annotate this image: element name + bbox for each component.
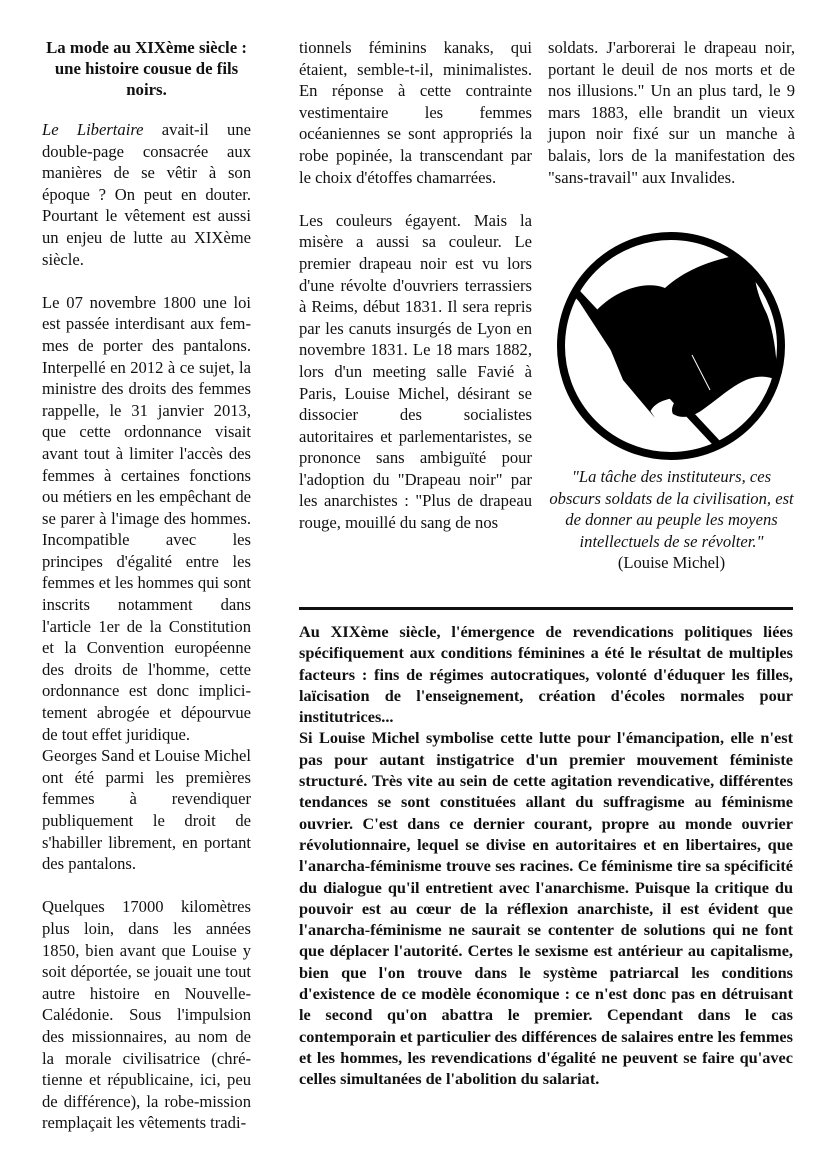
- column-2: [299, 37, 532, 534]
- anarchist-black-flag-icon: [555, 230, 787, 462]
- quote-text: "La tâche des instituteurs, ces obscurs soldats de la civilisation, est de donner au peuple les moyens intellectuels de se révolter.": [549, 467, 794, 551]
- intro-text: avait-il une double-page consacrée aux manières de se vêtir à son époque ? On peut en douter. Pourtant le vêtement est aussi un enjeu de lutte au XIXème siècle.: [42, 120, 251, 269]
- column-1: [42, 37, 251, 1134]
- column-3: [548, 37, 795, 188]
- newspaper-name: Le Libertaire: [42, 120, 144, 139]
- louise-michel-quote: [548, 466, 795, 574]
- paragraph-sand-michel: Georges Sand et Louise Michel ont été parmi les premières femmes à revendiquer publiquement le droit de s'habiller librement, en portant des pantalons.: [42, 746, 251, 874]
- paragraph-new-caledonia: Quelques 17000 kilomètres plus loin, dans les années 1850, bien avant que Louise y soit déportée, se jouait une tout autre histoire en Nouvelle-Calédonie. Sous l'impulsion des missionnaires, au nom de la morale civilisatrice (chrétienne et républicaine, ici, peu de différence), la robe-mission remplaçait les vêtements tradi-: [42, 897, 251, 1133]
- box-paragraph-1: Au XIXème siècle, l'émergence de revendications politiques liées spécifiquement aux conditions féminines a été le résultat de multiples facteurs : fins de régimes autocratiques, volonté d'éduquer les filles, laïcisation de l'enseignement, création d'écoles normales pour institutrices...: [299, 622, 793, 727]
- paragraph-black-flag: Les couleurs égayent. Mais la misère a aussi sa couleur. Le premier drapeau noir est vu lors d'une révolte d'ouvriers terrassiers à Reims, début 1831. Il sera repris par les canuts insurgés de Lyon en novembre 1831. Le 18 mars 1882, lors d'un meeting salle Favié à Paris, Louise Michel, désirant se dissocier des socialistes autoritaires et parlementaristes, se prononce sans ambiguïté pour l'adoption du "Drapeau noir" par les anarchistes : "Plus de drapeau rouge, mouillé du sang de nos: [299, 210, 532, 533]
- paragraph-black-flag-continued: soldats. J'arborerai le drapeau noir, portant le deuil de nos morts et de nos illusions." Un an plus tard, le 9 mars 1883, elle brandit un vieux jupon noir fixé sur un manche à balais, lors de la manifestation des "sans-travail" aux Invalides.: [548, 38, 795, 187]
- flag-cloth: [595, 252, 777, 417]
- article-title: La mode au XIXème siècle : une histoire cousue de fils noirs.: [46, 38, 247, 99]
- quote-author: (Louise Michel): [617, 553, 726, 573]
- paragraph-law-1800: Le 07 novembre 1800 une loi est passée interdisant aux femmes de porter des pantalons. Interpellé en 2012 à ce sujet, la ministre des droits des femmes rappelle, le 31 janvier 2013, que cette ordonnance visait avant tout à limiter l'accès des femmes à certaines fonctions ou métiers en les empêchant de se parer à l'image des hommes. Incompatible avec les principes d'égalité entre les femmes et les hommes qui sont inscrits notamment dans l'article 1er de la Constitution et la Convention européenne des droits de l'homme, cette ordonnance est donc implicitement abrogée et dépourvue de tout effet juridique.: [42, 292, 251, 744]
- section-divider: [299, 607, 793, 610]
- paragraph-kanak-dress: tionnels féminins kanaks, qui étaient, semble-t-il, minimalistes. En réponse à cette contrainte vestimentaire les femmes océaniennes se sont appropriés la robe popinée, la transcendant par le choix d'étoffes chamarrées.: [299, 38, 532, 187]
- intro-paragraph: [42, 119, 251, 270]
- anarcha-feminism-box: [299, 621, 793, 1090]
- box-paragraph-2: Si Louise Michel symbolise cette lutte pour l'émancipation, elle n'est pas pour autant instigatrice d'un premier mouvement féministe structuré. Très vite au sein de cette agitation revendicative, différentes tendances se sont constituées allant du suffragisme au féminisme ouvrier. C'est dans ce dernier courant, propre au monde ouvrier révolutionnaire, lequel se divise en autoritaires et en libertaires, que l'anarcha-féminisme trouve ses racines. Ce féminisme tire sa spécificité du dialogue qu'il entretient avec l'anarchisme. Puisque la critique du pouvoir est au cœur de la réflexion anarchiste, il est évident que l'anarcha-féminisme ne saurait se contenter de solutions qui ne font que déplacer l'autorité. Certes le sexisme est antérieur au capitalisme, bien que l'on trouve dans le système patriarcal les conditions d'existence de ce modèle économique : ce n'est donc pas en détruisant le second qu'on abattra le premier. Cependant dans le cas contemporain et particulier des différences de salaires entre les femmes et les hommes, les revendications d'égalité ne peuvent se faire qu'avec celles simultanées de l'abolition du salariat.: [299, 728, 793, 1089]
